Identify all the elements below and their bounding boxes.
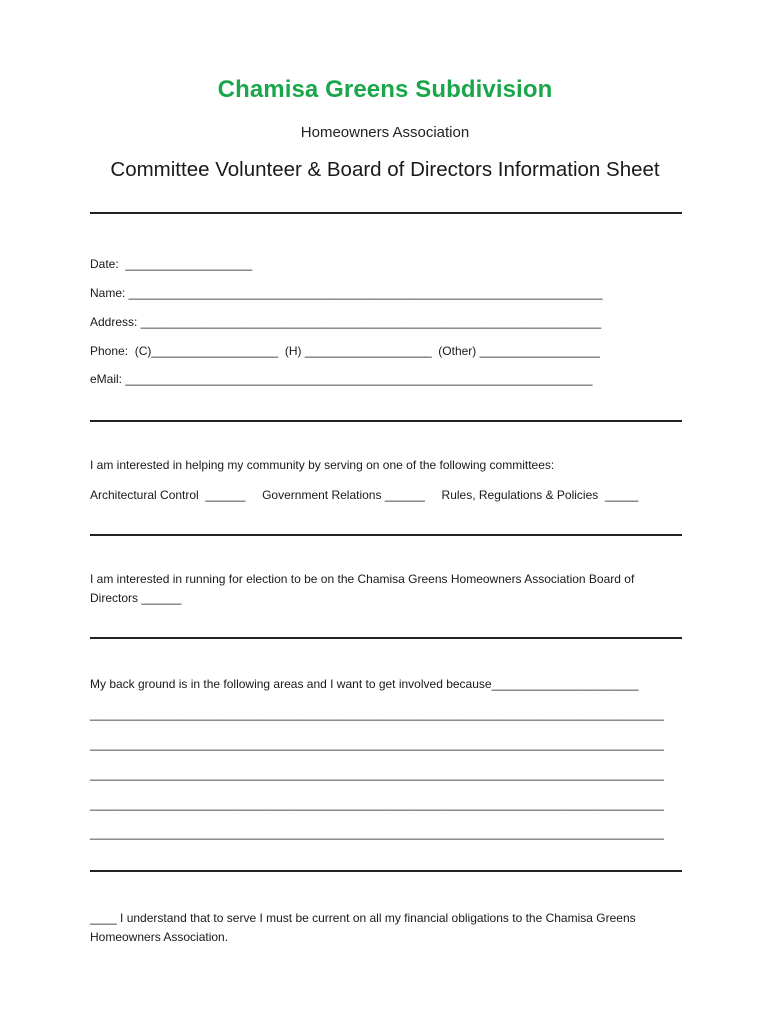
committees-intro: I am interested in helping my community by serving on one of the following committees:	[90, 458, 555, 472]
divider-rule	[90, 534, 682, 536]
name-field[interactable]: Name: _______________________________________________________________________	[90, 286, 603, 300]
board-election-statement[interactable]: I am interested in running for election to be on the Chamisa Greens Homeowners Association Board of Directors ______	[90, 572, 635, 605]
form-heading: Committee Volunteer & Board of Directors Information Sheet	[110, 158, 660, 181]
address-field[interactable]: Address: _____________________________________________________________________	[90, 315, 602, 329]
background-answer-line[interactable]: ______________________________________________________________________________________	[90, 737, 664, 751]
background-answer-line[interactable]: ______________________________________________________________________________________	[90, 826, 664, 840]
financial-acknowledgment[interactable]: ____ I understand that to serve I must be current on all my financial obligations to the Chamisa Greens Homeowners Association.	[90, 911, 636, 944]
phone-field[interactable]: Phone: (C)___________________ (H) ___________________ (Other) __________________	[90, 344, 600, 358]
background-prompt[interactable]: My back ground is in the following areas and I want to get involved because______________________	[90, 677, 639, 691]
date-field[interactable]: Date: ___________________	[90, 257, 253, 271]
divider-rule	[90, 637, 682, 639]
background-answer-line[interactable]: ______________________________________________________________________________________	[90, 707, 664, 721]
divider-rule	[90, 420, 682, 422]
divider-rule	[90, 212, 682, 214]
email-field[interactable]: eMail: ______________________________________________________________________	[90, 372, 593, 386]
association-subtitle: Homeowners Association	[300, 124, 470, 141]
background-answer-line[interactable]: ______________________________________________________________________________________	[90, 797, 664, 811]
background-answer-line[interactable]: ______________________________________________________________________________________	[90, 767, 664, 781]
subdivision-title: Chamisa Greens Subdivision	[217, 76, 553, 103]
committee-options[interactable]: Architectural Control ______ Government Relations ______ Rules, Regulations & Policies _____	[90, 488, 639, 502]
divider-rule	[90, 870, 682, 872]
